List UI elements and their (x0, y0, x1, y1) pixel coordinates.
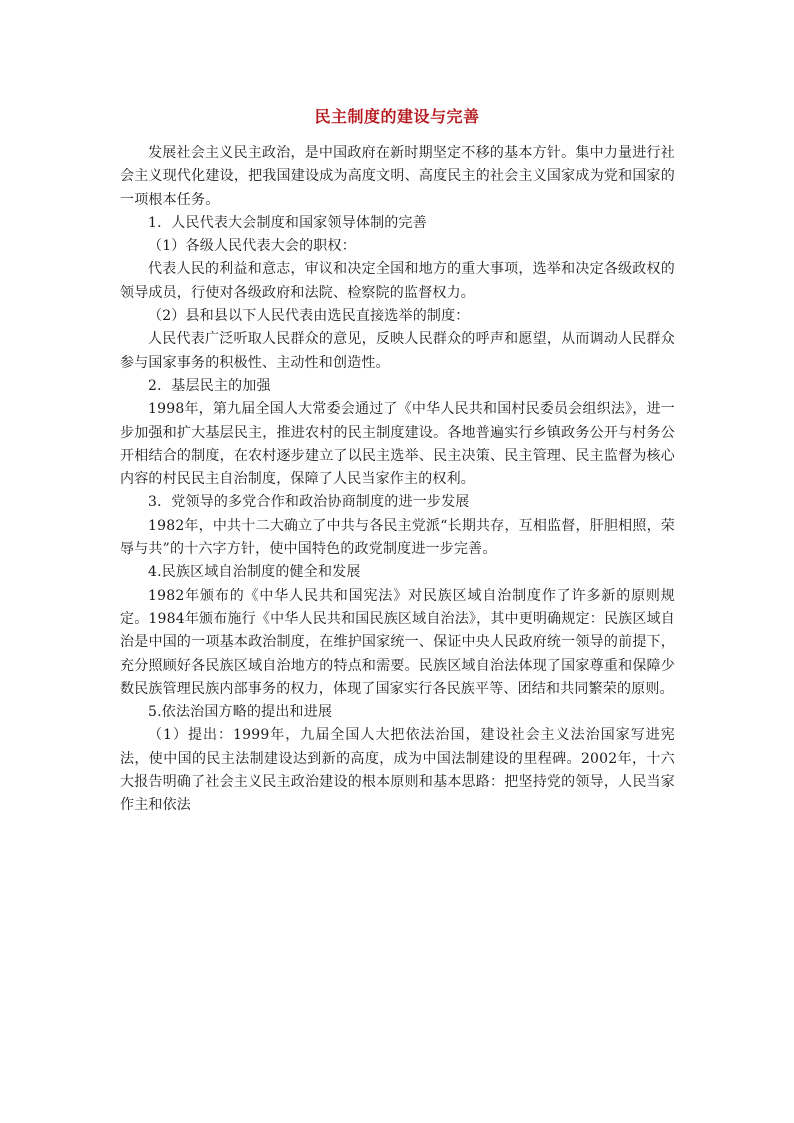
subheading-1-1: （1）各级人民代表大会的职权： (148, 238, 356, 255)
subheading-1-2: （2）县和县以下人民代表由选民直接选举的制度： (148, 308, 470, 325)
heading-4: 4.民族区域自治制度的健全和发展 (148, 564, 361, 581)
document-title: 民主制度的建设与完善 (314, 107, 480, 126)
paragraph: （1）提出：1999年，九届全国人大把依法治国，建设社会主义法治国家写进宪法，使中国的民主法制建设达到新的高度，成为中国法制建设的里程碑。2002年，十六大报告明确了社会主义民主政治建设的根本原则和基本思路：把坚持党的领导，人民当家作主和依法 (120, 727, 675, 814)
paragraph-intro: 发展社会主义民主政治，是中国政府在新时期坚定不移的基本方针。集中力量进行社会主义现代化建设，把我国建设成为高度文明、高度民主的社会主义国家成为党和国家的一项根本任务。 (120, 145, 675, 208)
paragraph: 代表人民的利益和意志，审议和决定全国和地方的重大事项，选举和决定各级政权的领导成员，行使对各级政府和法院、检察院的监督权力。 (120, 261, 675, 301)
paragraph: 1998年，第九届全国人大常委会通过了《中华人民共和国村民委员会组织法》，进一步加强和扩大基层民主，推进农村的民主制度建设。各地普遍实行乡镇政务公开与村务公开相结合的制度，在农村逐步建立了以民主选举、民主决策、民主管理、民主监督为核心内容的村民民主自治制度，保障了人民当家作主的权利。 (120, 401, 675, 488)
heading-1: 1．人民代表大会制度和国家领导体制的完善 (148, 214, 427, 231)
paragraph: 人民代表广泛听取人民群众的意见，反映人民群众的呼声和愿望，从而调动人民群众参与国家事务的积极性、主动性和创造性。 (120, 331, 675, 371)
paragraph: 1982年颁布的《中华人民共和国宪法》对民族区域自治制度作了许多新的原则规定。1984年颁布施行《中华人民共和国民族区域自治法》，其中更明确规定：民族区域自治是中国的一项基本政治制度，在维护国家统一、保证中央人民政府统一领导的前提下，充分照顾好各民族区域自治地方的特点和需要。民族区域自治法体现了国家尊重和保障少数民族管理民族内部事务的权力，体现了国家实行各民族平等、团结和共同繁荣的原则。 (120, 587, 675, 697)
heading-3: 3．党领导的多党合作和政治协商制度的进一步发展 (148, 494, 470, 511)
paragraph: 1982年，中共十二大确立了中共与各民主党派“长期共存，互相监督，肝胆相照，荣辱与共”的十六字方针，使中国特色的政党制度进一步完善。 (120, 517, 675, 558)
heading-2: 2．基层民主的加强 (148, 377, 271, 394)
document-body (120, 142, 675, 818)
heading-5: 5.依法治国方略的提出和进展 (148, 704, 333, 721)
